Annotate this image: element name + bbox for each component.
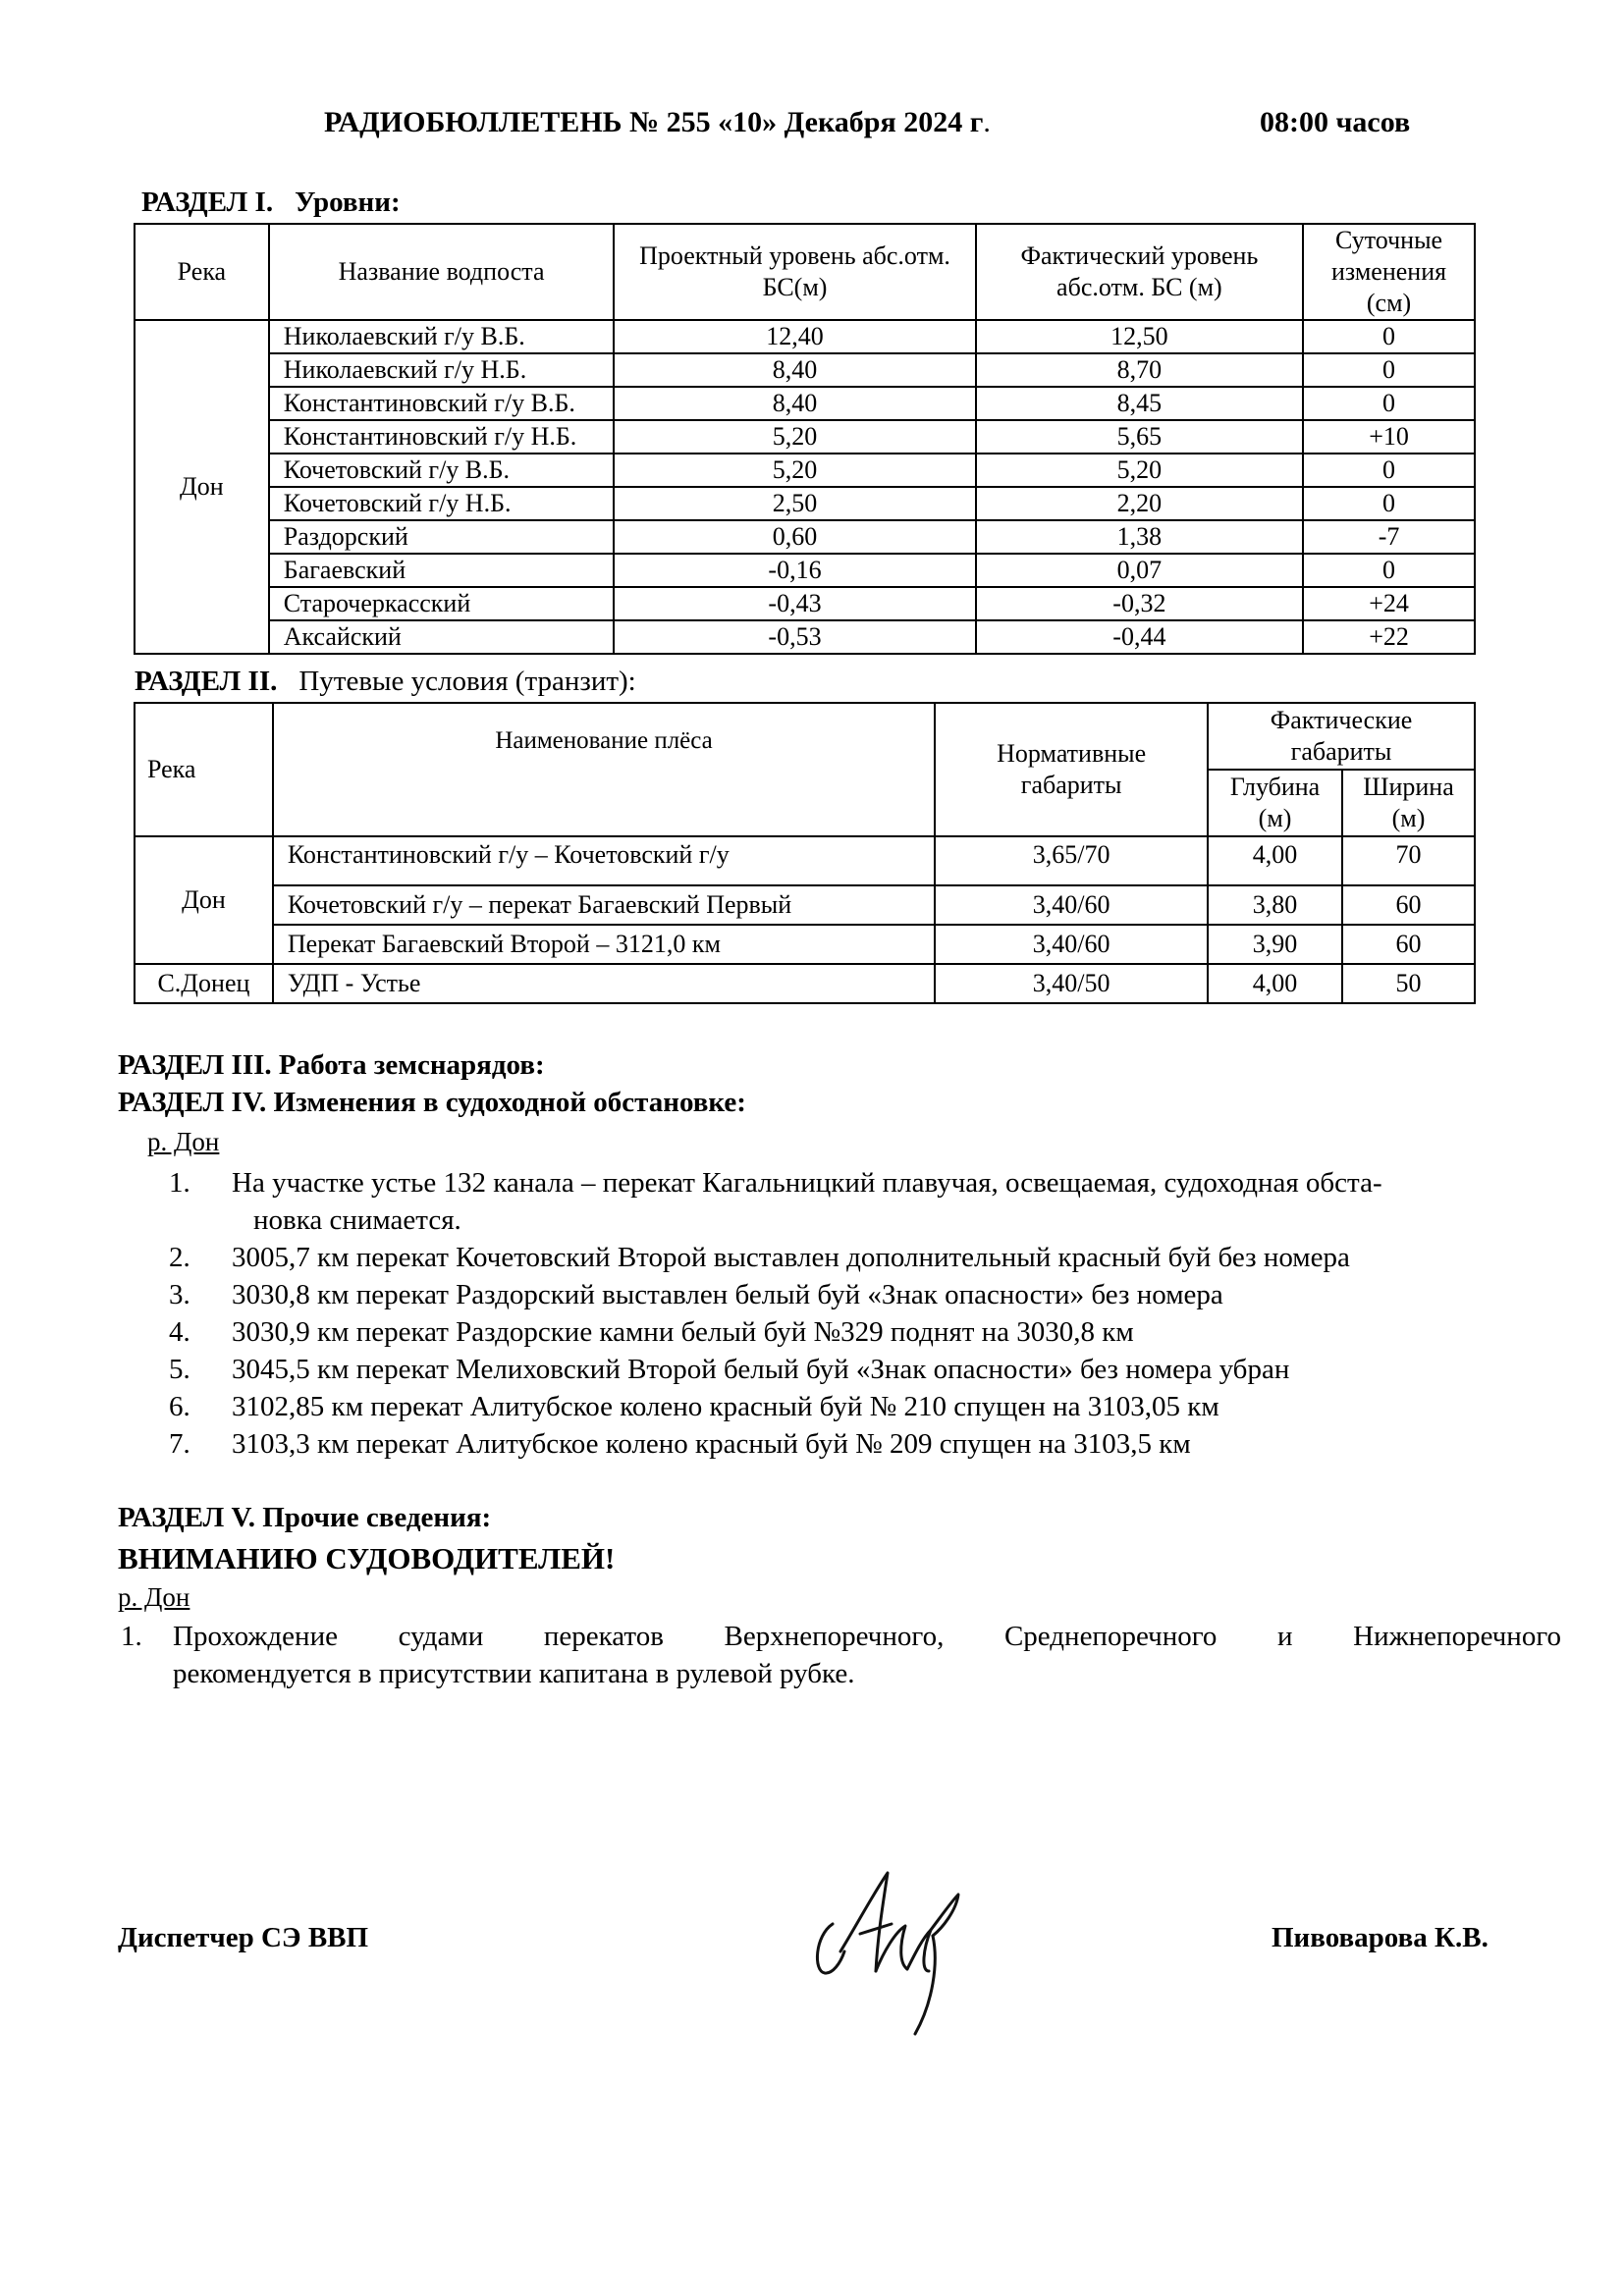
change-cell: -7 bbox=[1303, 520, 1475, 554]
list-item-number: 4. bbox=[169, 1316, 190, 1348]
list-item-number: 1. bbox=[169, 1167, 190, 1199]
col-header-river: Река bbox=[135, 703, 273, 836]
attention-heading: ВНИМАНИЮ СУДОВОДИТЕЛЕЙ! bbox=[118, 1541, 616, 1575]
bulletin-time: 08:00 часов bbox=[1260, 106, 1411, 138]
actual-cell: 0,07 bbox=[976, 554, 1303, 587]
river-cell: Дон bbox=[135, 320, 269, 654]
design-cell: 12,40 bbox=[614, 320, 975, 353]
list-item bbox=[134, 1276, 1577, 1313]
list-item-number: 5. bbox=[169, 1354, 190, 1385]
actual-cell: 5,20 bbox=[976, 454, 1303, 487]
width-cell: 70 bbox=[1342, 836, 1475, 885]
actual-cell: 1,38 bbox=[976, 520, 1303, 554]
list-item-text: На участке устье 132 канала – перекат Кагальницкий плавучая, освещаемая, судоходная обста- bbox=[232, 1167, 1382, 1199]
change-cell: 0 bbox=[1303, 487, 1475, 520]
col-header-actual: Фактические габариты bbox=[1208, 703, 1475, 770]
list-item-number: 3. bbox=[169, 1279, 190, 1310]
change-cell: 0 bbox=[1303, 454, 1475, 487]
actual-cell: 8,45 bbox=[976, 387, 1303, 420]
actual-cell: -0,44 bbox=[976, 620, 1303, 654]
width-cell: 60 bbox=[1342, 885, 1475, 925]
design-cell: -0,53 bbox=[614, 620, 975, 654]
design-cell: 8,40 bbox=[614, 387, 975, 420]
reach-cell: УДП - Устье bbox=[273, 964, 935, 1003]
changes-list bbox=[134, 1164, 1577, 1463]
section1-label: РАЗДЕЛ I. bbox=[141, 187, 274, 218]
post-cell: Кочетовский г/у Н.Б. bbox=[269, 487, 615, 520]
list-item bbox=[134, 1425, 1577, 1463]
change-cell: +10 bbox=[1303, 420, 1475, 454]
col-header-depth: Глубина (м) bbox=[1208, 770, 1342, 836]
table-row bbox=[135, 925, 1475, 964]
design-cell: -0,16 bbox=[614, 554, 975, 587]
col-header-reach: Наименование плёса bbox=[273, 703, 935, 836]
list-item bbox=[134, 1239, 1577, 1276]
list-item-text: 3102,85 км перекат Алитубское колено красный буй № 210 спущен на 3103,05 км bbox=[232, 1391, 1219, 1422]
design-cell: 5,20 bbox=[614, 420, 975, 454]
table-row bbox=[135, 554, 1475, 587]
table-row bbox=[135, 487, 1475, 520]
col-header-design-level: Проектный уровень абс.отм. БС(м) bbox=[614, 224, 975, 320]
table-row bbox=[135, 420, 1475, 454]
depth-cell: 4,00 bbox=[1208, 836, 1342, 885]
levels-header-row bbox=[135, 224, 1475, 320]
col-header-daily-change: Суточные изменения (см) bbox=[1303, 224, 1475, 320]
table-row bbox=[135, 320, 1475, 353]
list-item bbox=[134, 1351, 1577, 1388]
design-cell: 5,20 bbox=[614, 454, 975, 487]
post-cell: Раздорский bbox=[269, 520, 615, 554]
reach-cell: Кочетовский г/у – перекат Багаевский Первый bbox=[273, 885, 935, 925]
normative-cell: 3,40/50 bbox=[935, 964, 1208, 1003]
levels-table bbox=[134, 223, 1476, 655]
actual-cell: -0,32 bbox=[976, 587, 1303, 620]
post-cell: Константиновский г/у В.Б. bbox=[269, 387, 615, 420]
depth-cell: 3,80 bbox=[1208, 885, 1342, 925]
river-cell: Дон bbox=[135, 836, 273, 964]
width-cell: 60 bbox=[1342, 925, 1475, 964]
signature-image bbox=[785, 1855, 982, 2052]
route-conditions-table bbox=[134, 702, 1476, 1004]
col-header-actual-level: Фактический уровень абс.отм. БС (м) bbox=[976, 224, 1303, 320]
list-item-text: 3030,9 км перекат Раздорские камни белый буй №329 поднят на 3030,8 км bbox=[232, 1316, 1134, 1348]
actual-cell: 12,50 bbox=[976, 320, 1303, 353]
normative-cell: 3,40/60 bbox=[935, 925, 1208, 964]
col-header-width: Ширина (м) bbox=[1342, 770, 1475, 836]
design-cell: 2,50 bbox=[614, 487, 975, 520]
section5-river: р. Дон bbox=[118, 1582, 190, 1612]
width-cell: 50 bbox=[1342, 964, 1475, 1003]
table-row bbox=[135, 387, 1475, 420]
depth-cell: 4,00 bbox=[1208, 964, 1342, 1003]
list-item-text: 3045,5 км перекат Мелиховский Второй белый буй «Знак опасности» без номера убран bbox=[232, 1354, 1290, 1385]
change-cell: +22 bbox=[1303, 620, 1475, 654]
section3-heading: РАЗДЕЛ III. Работа земснарядов: bbox=[118, 1049, 545, 1081]
normative-cell: 3,40/60 bbox=[935, 885, 1208, 925]
section1-heading bbox=[141, 187, 401, 219]
list-item-text: Прохождение судами перекатов Верхнепоречного, Среднепоречного и Нижнепоречного bbox=[173, 1621, 1561, 1652]
section4-heading: РАЗДЕЛ IV. Изменения в судоходной обстановке: bbox=[118, 1087, 746, 1118]
change-cell: 0 bbox=[1303, 320, 1475, 353]
route-header-row-1 bbox=[135, 703, 1475, 770]
col-header-river: Река bbox=[135, 224, 269, 320]
section2-title: Путевые условия (транзит): bbox=[298, 666, 636, 697]
col-header-post: Название водпоста bbox=[269, 224, 615, 320]
post-cell: Николаевский г/у Н.Б. bbox=[269, 353, 615, 387]
table-row bbox=[135, 620, 1475, 654]
list-item-number: 2. bbox=[169, 1242, 190, 1273]
table-row bbox=[135, 353, 1475, 387]
list-item-text: 3030,8 км перекат Раздорский выставлен белый буй «Знак опасности» без номера bbox=[232, 1279, 1223, 1310]
normative-cell: 3,65/70 bbox=[935, 836, 1208, 885]
list-item-text: 3005,7 км перекат Кочетовский Второй выставлен дополнительный красный буй без номера bbox=[232, 1242, 1350, 1273]
list-item-number: 6. bbox=[169, 1391, 190, 1422]
post-cell: Константиновский г/у Н.Б. bbox=[269, 420, 615, 454]
section5-heading: РАЗДЕЛ V. Прочие сведения: bbox=[118, 1502, 492, 1533]
table-row bbox=[135, 836, 1475, 885]
design-cell: -0,43 bbox=[614, 587, 975, 620]
dispatcher-position: Диспетчер СЭ ВВП bbox=[118, 1922, 369, 1953]
col-header-normative: Нормативные габариты bbox=[935, 703, 1208, 836]
change-cell: 0 bbox=[1303, 387, 1475, 420]
table-row bbox=[135, 454, 1475, 487]
list-item bbox=[134, 1164, 1577, 1201]
list-item bbox=[118, 1618, 1561, 1692]
list-item-text: 3103,3 км перекат Алитубское колено красный буй № 209 спущен на 3103,5 км bbox=[232, 1428, 1191, 1460]
river-cell: С.Донец bbox=[135, 964, 273, 1003]
post-cell: Багаевский bbox=[269, 554, 615, 587]
section2-heading bbox=[135, 666, 636, 698]
change-cell: +24 bbox=[1303, 587, 1475, 620]
list-item-number: 1. bbox=[121, 1621, 142, 1652]
depth-cell: 3,90 bbox=[1208, 925, 1342, 964]
actual-cell: 8,70 bbox=[976, 353, 1303, 387]
list-item-number: 7. bbox=[169, 1428, 190, 1460]
table-row bbox=[135, 964, 1475, 1003]
post-cell: Кочетовский г/у В.Б. bbox=[269, 454, 615, 487]
post-cell: Николаевский г/у В.Б. bbox=[269, 320, 615, 353]
section2-label: РАЗДЕЛ II. bbox=[135, 666, 278, 697]
post-cell: Старочеркасский bbox=[269, 587, 615, 620]
reach-cell: Перекат Багаевский Второй – 3121,0 км bbox=[273, 925, 935, 964]
section5-list bbox=[118, 1618, 1561, 1692]
list-item bbox=[134, 1388, 1577, 1425]
table-row bbox=[135, 885, 1475, 925]
actual-cell: 5,65 bbox=[976, 420, 1303, 454]
change-cell: 0 bbox=[1303, 353, 1475, 387]
list-item-text: рекомендуется в присутствии капитана в рулевой рубке. bbox=[173, 1658, 855, 1689]
title-dot: . bbox=[983, 106, 991, 138]
design-cell: 8,40 bbox=[614, 353, 975, 387]
table-row bbox=[135, 587, 1475, 620]
section1-title: Уровни: bbox=[295, 187, 401, 218]
design-cell: 0,60 bbox=[614, 520, 975, 554]
change-cell: 0 bbox=[1303, 554, 1475, 587]
post-cell: Аксайский bbox=[269, 620, 615, 654]
actual-cell: 2,20 bbox=[976, 487, 1303, 520]
section4-river: р. Дон bbox=[147, 1127, 220, 1156]
bulletin-title-text: РАДИОБЮЛЛЕТЕНЬ № 255 «10» Декабря 2024 г bbox=[324, 106, 984, 138]
list-item bbox=[134, 1313, 1577, 1351]
dispatcher-name: Пивоварова К.В. bbox=[1272, 1922, 1489, 1953]
reach-cell: Константиновский г/у – Кочетовский г/у bbox=[273, 836, 935, 885]
list-item-continuation bbox=[134, 1201, 1577, 1239]
table-row bbox=[135, 520, 1475, 554]
list-item-text: новка снимается. bbox=[253, 1204, 461, 1236]
